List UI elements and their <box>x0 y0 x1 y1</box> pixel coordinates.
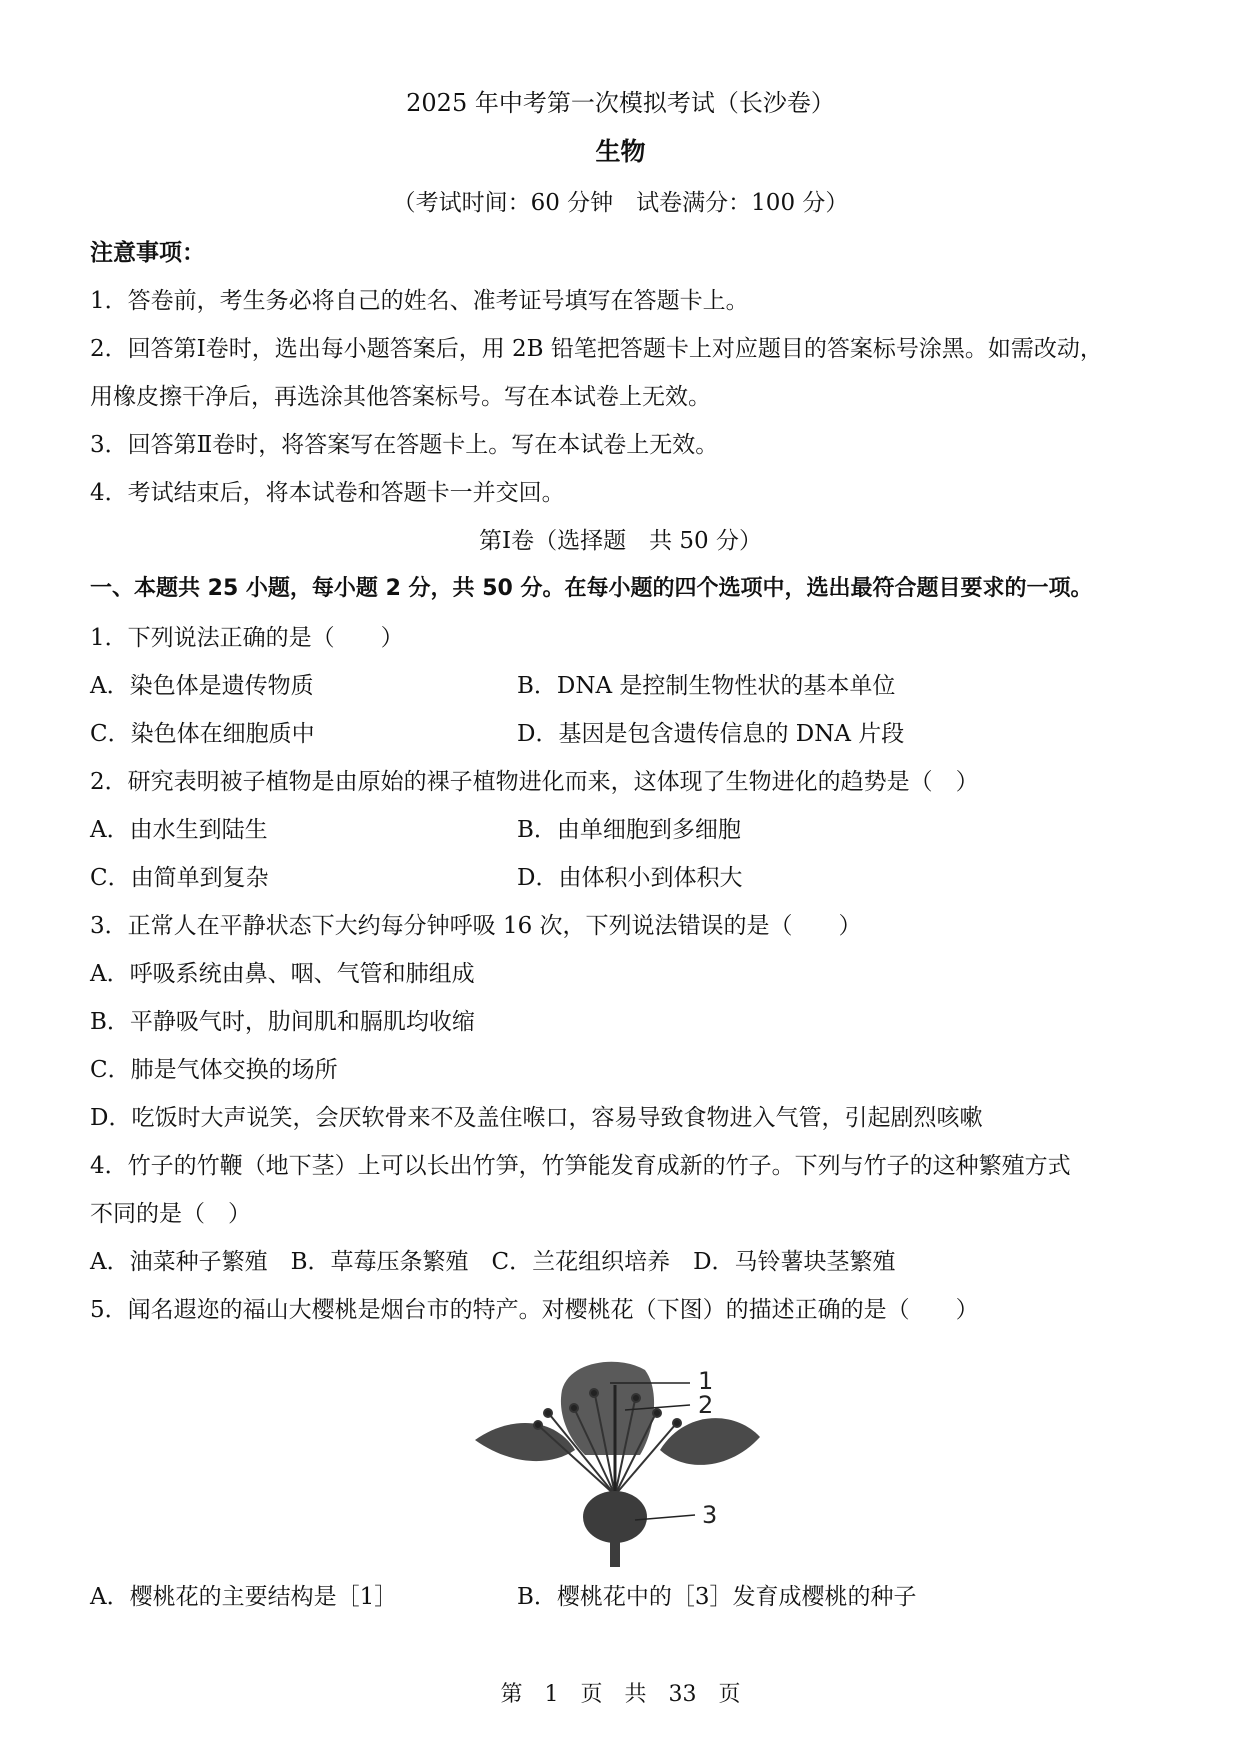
subject-title: 生物 <box>595 137 646 166</box>
question-4-options: A．油菜种子繁殖 B．草莓压条繁殖 C．兰花组织培养 D．马铃薯块茎繁殖 <box>90 1249 896 1275</box>
page-number: 第 1 页 共 33 页 <box>500 1682 741 1707</box>
question-2-option-c: C．由简单到复杂 <box>90 865 269 891</box>
question-3-option-b: B．平静吸气时，肋间肌和膈肌均收缩 <box>90 1009 475 1035</box>
exam-info: （考试时间：60 分钟 试卷满分：100 分） <box>392 190 849 216</box>
section-instruction: 一、本题共 25 小题，每小题 2 分，共 50 分。在每小题的四个选项中，选出最符合题目要求的一项。 <box>90 576 1093 601</box>
notice-item-2: 2．回答第Ⅰ卷时，选出每小题答案后，用 2B 铅笔把答题卡上对应题目的答案标号涂黑。如需改动， <box>90 336 1103 362</box>
question-2-option-b: B．由单细胞到多细胞 <box>517 817 741 843</box>
notice-item-2-cont: 用橡皮擦干净后，再选涂其他答案标号。写在本试卷上无效。 <box>90 384 711 410</box>
question-2-option-d: D．由体积小到体积大 <box>517 865 743 891</box>
question-4-stem-cont: 不同的是（ ） <box>90 1201 251 1227</box>
question-1-stem: 1．下列说法正确的是（ ） <box>90 625 404 651</box>
question-1-option-c: C．染色体在细胞质中 <box>90 721 315 747</box>
figure-label-3: 3 <box>702 1501 718 1529</box>
cherry-flower-figure <box>470 1355 770 1570</box>
question-4-stem: 4．竹子的竹鞭（地下茎）上可以长出竹笋，竹笋能发育成新的竹子。下列与竹子的这种繁殖方式 <box>90 1153 1071 1179</box>
stalk <box>610 1541 620 1567</box>
question-1-option-d: D．基因是包含遗传信息的 DNA 片段 <box>517 721 905 747</box>
question-2-option-a: A．由水生到陆生 <box>90 817 268 843</box>
figure-label-1: 1 <box>698 1367 714 1395</box>
notice-item-3: 3．回答第Ⅱ卷时，将答案写在答题卡上。写在本试卷上无效。 <box>90 432 719 458</box>
question-2-stem: 2．研究表明被子植物是由原始的裸子植物进化而来，这体现了生物进化的趋势是（ ） <box>90 769 979 795</box>
exam-title: 2025 年中考第一次模拟考试（长沙卷） <box>406 89 835 117</box>
question-1-option-a: A．染色体是遗传物质 <box>90 673 314 699</box>
question-5-option-b: B．樱桃花中的［3］发育成樱桃的种子 <box>517 1584 917 1610</box>
question-3-option-c: C．肺是气体交换的场所 <box>90 1057 338 1083</box>
figure-label-2: 2 <box>698 1391 714 1419</box>
question-1-option-b: B．DNA 是控制生物性状的基本单位 <box>517 673 896 699</box>
question-5-option-a: A．樱桃花的主要结构是［1］ <box>90 1584 398 1610</box>
section-title: 第Ⅰ卷（选择题 共 50 分） <box>479 528 762 554</box>
cherry-flower-drawing <box>470 1355 770 1570</box>
notice-heading: 注意事项： <box>90 240 205 266</box>
ovary <box>583 1491 647 1543</box>
question-5-stem: 5．闻名遐迩的福山大樱桃是烟台市的特产。对樱桃花（下图）的描述正确的是（ ） <box>90 1297 979 1323</box>
question-3-option-d: D．吃饭时大声说笑，会厌软骨来不及盖住喉口，容易导致食物进入气管，引起剧烈咳嗽 <box>90 1105 983 1131</box>
notice-item-1: 1．答卷前，考生务必将自己的姓名、准考证号填写在答题卡上。 <box>90 288 749 314</box>
notice-item-4: 4．考试结束后，将本试卷和答题卡一并交回。 <box>90 480 565 506</box>
question-3-option-a: A．呼吸系统由鼻、咽、气管和肺组成 <box>90 961 475 987</box>
question-3-stem: 3．正常人在平静状态下大约每分钟呼吸 16 次，下列说法错误的是（ ） <box>90 913 862 939</box>
